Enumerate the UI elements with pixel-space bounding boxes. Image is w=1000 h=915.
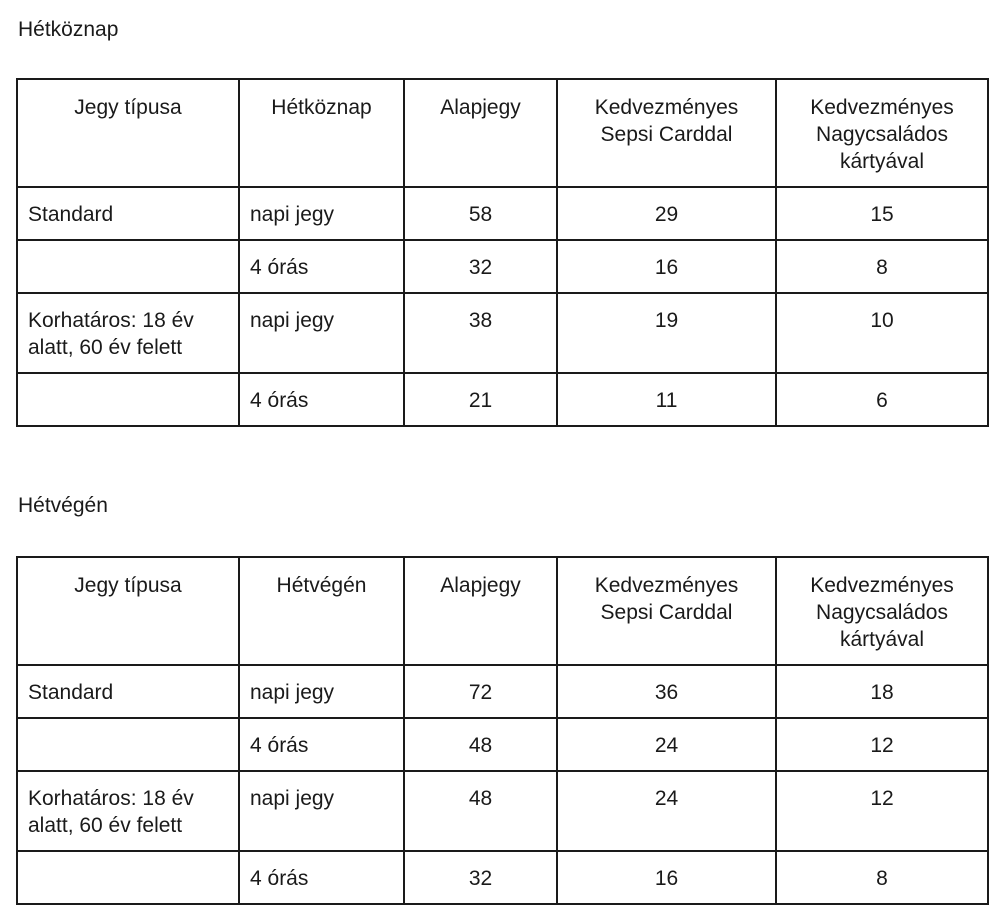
column-header-period: Hétvégén bbox=[239, 557, 404, 665]
column-header-family-card: Kedvezményes Nagycsaládos kártyával bbox=[776, 557, 988, 665]
cell-family-price: 10 bbox=[776, 293, 988, 373]
cell-sepsi-price: 36 bbox=[557, 665, 776, 718]
cell-base-price: 72 bbox=[404, 665, 557, 718]
table-row bbox=[17, 240, 988, 293]
cell-ticket-type bbox=[17, 240, 239, 293]
table-row bbox=[17, 851, 988, 904]
column-header-sepsi-card: Kedvezményes Sepsi Carddal bbox=[557, 557, 776, 665]
cell-sepsi-price: 16 bbox=[557, 240, 776, 293]
cell-family-price: 15 bbox=[776, 187, 988, 240]
cell-family-price: 12 bbox=[776, 718, 988, 771]
cell-period: napi jegy bbox=[239, 665, 404, 718]
cell-sepsi-price: 24 bbox=[557, 771, 776, 851]
cell-period: 4 órás bbox=[239, 373, 404, 426]
cell-period: 4 órás bbox=[239, 851, 404, 904]
column-header-ticket-type: Jegy típusa bbox=[17, 557, 239, 665]
cell-ticket-type: Korhatáros: 18 év alatt, 60 év felett bbox=[17, 771, 239, 851]
cell-sepsi-price: 19 bbox=[557, 293, 776, 373]
column-header-base-ticket: Alapjegy bbox=[404, 557, 557, 665]
table-row bbox=[17, 665, 988, 718]
cell-base-price: 32 bbox=[404, 240, 557, 293]
column-header-family-card: Kedvezményes Nagycsaládos kártyával bbox=[776, 79, 988, 187]
cell-family-price: 6 bbox=[776, 373, 988, 426]
section-title-weekday: Hétköznap bbox=[18, 18, 119, 41]
cell-sepsi-price: 16 bbox=[557, 851, 776, 904]
cell-sepsi-price: 11 bbox=[557, 373, 776, 426]
table-header-row bbox=[17, 557, 988, 665]
cell-period: napi jegy bbox=[239, 293, 404, 373]
cell-ticket-type bbox=[17, 373, 239, 426]
cell-family-price: 12 bbox=[776, 771, 988, 851]
cell-sepsi-price: 29 bbox=[557, 187, 776, 240]
cell-family-price: 8 bbox=[776, 240, 988, 293]
table-row bbox=[17, 771, 988, 851]
cell-period: 4 órás bbox=[239, 240, 404, 293]
cell-base-price: 38 bbox=[404, 293, 557, 373]
price-table-weekend bbox=[16, 556, 989, 905]
section-title-weekend: Hétvégén bbox=[18, 494, 108, 517]
column-header-period: Hétköznap bbox=[239, 79, 404, 187]
cell-family-price: 8 bbox=[776, 851, 988, 904]
table-row bbox=[17, 187, 988, 240]
cell-period: 4 órás bbox=[239, 718, 404, 771]
price-table-weekday bbox=[16, 78, 989, 427]
table-row bbox=[17, 373, 988, 426]
cell-ticket-type bbox=[17, 851, 239, 904]
cell-base-price: 48 bbox=[404, 771, 557, 851]
cell-ticket-type: Standard bbox=[17, 665, 239, 718]
table-row bbox=[17, 293, 988, 373]
cell-period: napi jegy bbox=[239, 187, 404, 240]
cell-base-price: 48 bbox=[404, 718, 557, 771]
cell-ticket-type bbox=[17, 718, 239, 771]
cell-period: napi jegy bbox=[239, 771, 404, 851]
table-header-row bbox=[17, 79, 988, 187]
cell-base-price: 32 bbox=[404, 851, 557, 904]
cell-sepsi-price: 24 bbox=[557, 718, 776, 771]
cell-base-price: 21 bbox=[404, 373, 557, 426]
column-header-sepsi-card: Kedvezményes Sepsi Carddal bbox=[557, 79, 776, 187]
cell-base-price: 58 bbox=[404, 187, 557, 240]
table-row bbox=[17, 718, 988, 771]
column-header-ticket-type: Jegy típusa bbox=[17, 79, 239, 187]
cell-family-price: 18 bbox=[776, 665, 988, 718]
cell-ticket-type: Korhatáros: 18 év alatt, 60 év felett bbox=[17, 293, 239, 373]
column-header-base-ticket: Alapjegy bbox=[404, 79, 557, 187]
cell-ticket-type: Standard bbox=[17, 187, 239, 240]
